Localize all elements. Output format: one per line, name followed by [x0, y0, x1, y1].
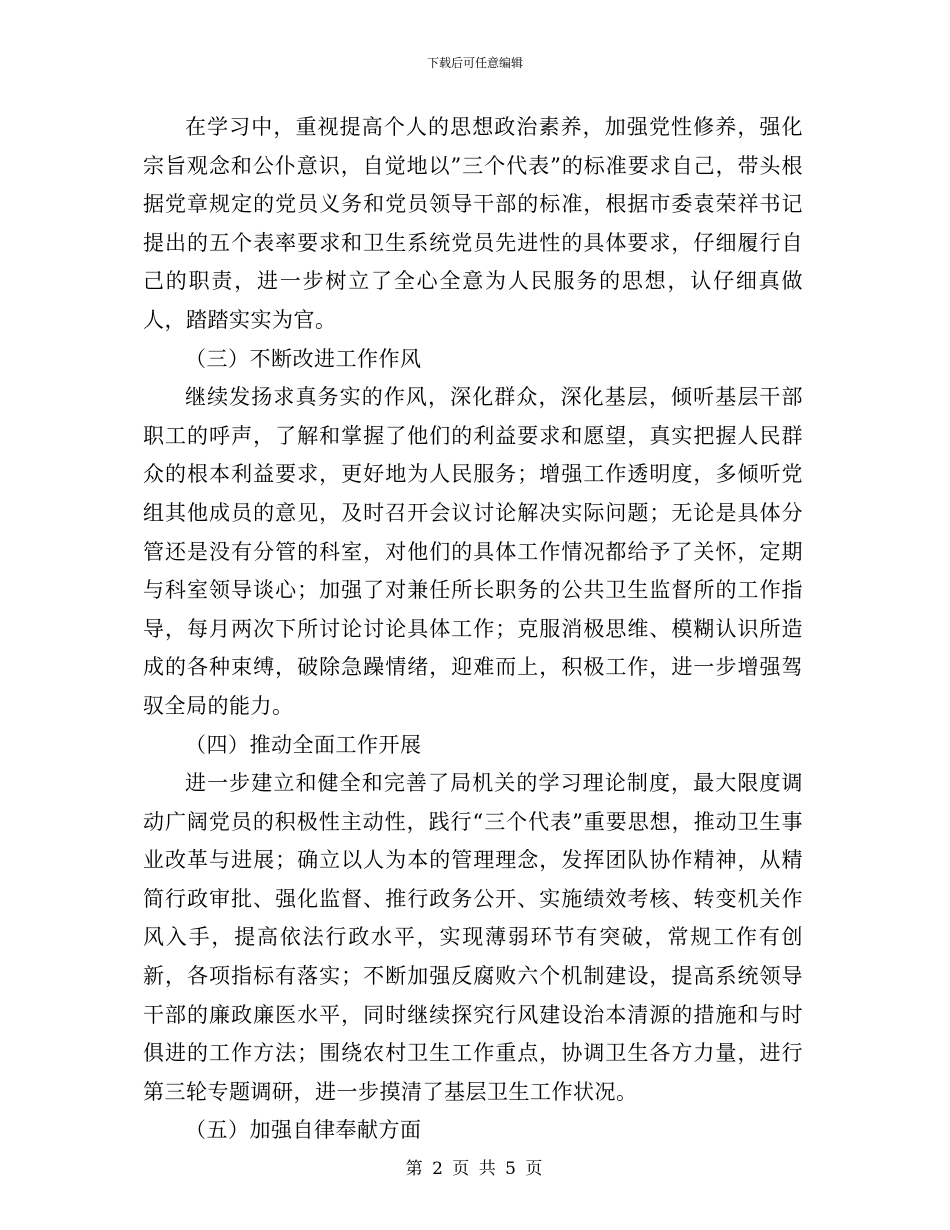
paragraph-work-style: 继续发扬求真务实的作风，深化群众，深化基层，倾听基层干部职工的呼声，了解和掌握了他们的利益要求和愿望，真实把握人民群众的根本利益要求，更好地为人民服务；增强工作透明度，多倾听党组其他成员的意见，及时召开会议讨论解决实际问题；无论是具体分管还是没有分管的科室，对他们的具体工作情况都给予了关怀，定期与科室领导谈心；加强了对兼任所长职务的公共卫生监督所的工作指导，每月两次下所讨论讨论具体工作；克服消极思维、模糊认识所造成的各种束缚，破除急躁情绪，迎难而上，积极工作，进一步增强驾驭全局的能力。 [143, 385, 803, 718]
paragraph-study: 在学习中，重视提高个人的思想政治素养，加强党性修养，强化宗旨观念和公仆意识，自觉地以”三个代表”的标准要求自己，带头根据党章规定的党员义务和党员领导干部的标准，根据市委袁荣祥书记提出的五个表率要求和卫生系统党员先进性的具体要求，仔细履行自己的职责，进一步树立了全心全意为人民服务的思想，认仔细真做人，踏踏实实为官。 [143, 115, 803, 332]
document-body [143, 108, 803, 1150]
paragraph-overall-work: 进一步建立和健全和完善了局机关的学习理论制度，最大限度调动广阔党员的积极性主动性，践行“三个代表”重要思想，推动卫生事业改革与进展；确立以人为本的管理理念，发挥团队协作精神，从精简行政审批、强化监督、推行政务公开、实施绩效考核、转变机关作风入手，提高依法行政水平，实现薄弱环节有突破，常规工作有创新，各项指标有落实；不断加强反腐败六个机制建设，提高系统领导干部的廉政廉医水平，同时继续探究行风建设治本清源的措施和与时俱进的工作方法；围绕农村卫生工作重点，协调卫生各方力量，进行第三轮专题调研，进一步摸清了基层卫生工作状况。 [143, 771, 803, 1104]
section-heading-3: （三）不断改进工作作风 [185, 346, 422, 371]
section-heading-4: （四）推动全面工作开展 [185, 732, 422, 757]
header-note: 下载后可任意编辑 [426, 56, 523, 70]
page-number: 第 2 页 共 5 页 [405, 1159, 545, 1179]
section-heading-5: （五）加强自律奉献方面 [185, 1118, 422, 1143]
